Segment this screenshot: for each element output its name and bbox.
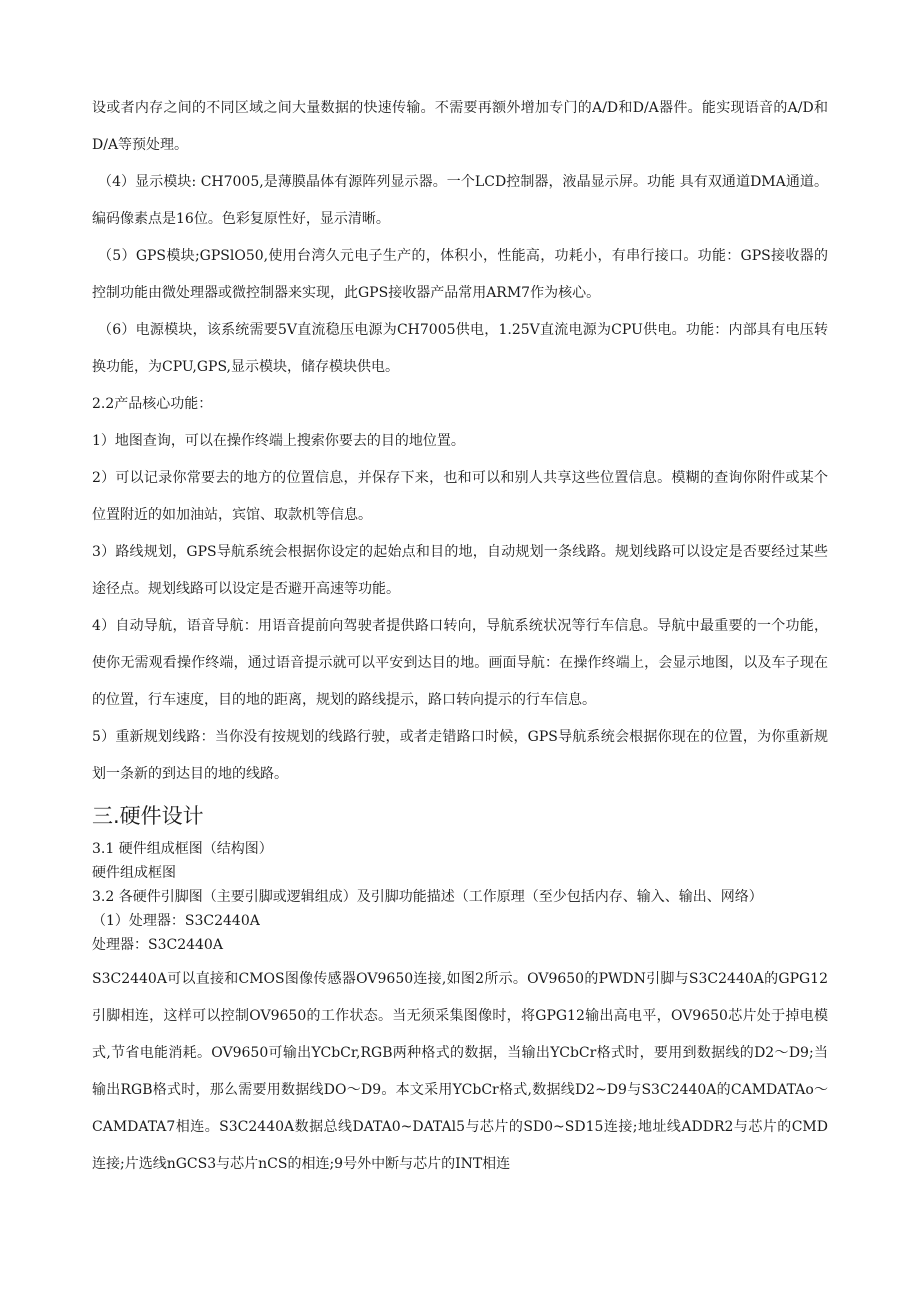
paragraph-gps-module: （5）GPS模块;GPSlO50,使用台湾久元电子生产的，体积小，性能高，功耗小，有串行接口。功能：GPS接收器的控制功能由微处理器或微控制器来实现，此GPS接收器产品常用ARM7作为核心。 [92, 248, 828, 301]
paragraph-intro: 设或者内存之间的不同区域之间大量数据的快速传输。不需要再额外增加专门的A/D和D/A器件。能实现语音的A/D和D/A等预处理。 [92, 100, 828, 153]
subsection-3-1-caption: 硬件组成框图 [92, 865, 176, 881]
subsection-processor-caption: 处理器：S3C2440A [92, 937, 223, 953]
paragraph-s3c2440a-description: S3C2440A可以直接和CMOS图像传感器OV9650连接,如图2所示。OV9650的PWDN引脚与S3C2440A的GPG12引脚相连，这样可以控制OV9650的工作状态。当无须采集图像时，将GPG12输出高电平，OV9650芯片处于掉电模式,节省电能消耗。OV9650可输出YCbCr,RGB两种格式的数据，当输出YCbCr格式时，要用到数据线的D2～D9;当输出RGB格式时，那么需要用数据线DO～D9。本文采用YCbCr格式,数据线D2~D9与S3C2440A的CAMDATAo～CAMDATA7相连。S3C2440A数据总线DATA0~DATAl5与芯片的SD0~SD15连接;地址线ADDR2与芯片的CMD连接;片选线nGCS3与芯片nCS的相连;9号外中断与芯片的INT相连 [92, 971, 828, 1172]
subsection-processor-item: （1）处理器：S3C2440A [92, 913, 260, 929]
document-page [92, 90, 828, 1183]
section-heading-hardware-design: 三.硬件设计 [92, 804, 204, 828]
paragraph-display-module: （4）显示模块: CH7005,是薄膜晶体有源阵列显示器。一个LCD控制器，液晶显示屏。功能 具有双通道DMA通道。编码像素点是16位。色彩复原性好，显示清晰。 [92, 174, 828, 227]
paragraph-function-route-planning: 3）路线规划，GPS导航系统会根据你设定的起始点和目的地，自动规划一条线路。规划线路可以设定是否要经过某些途径点。规划线路可以设定是否避开高速等功能。 [92, 544, 828, 597]
subsection-3-2-title: 3.2 各硬件引脚图（主要引脚或逻辑组成）及引脚功能描述（工作原理（至少包括内存、输入、输出、网络） [92, 889, 763, 905]
paragraph-core-functions-title: 2.2产品核心功能： [92, 396, 213, 412]
paragraph-function-replanning: 5）重新规划线路：当你没有按规划的线路行驶，或者走错路口时候，GPS导航系统会根据你现在的位置，为你重新规划一条新的到达目的地的线路。 [92, 729, 828, 782]
paragraph-power-module: （6）电源模块，该系统需要5V直流稳压电源为CH7005供电，1.25V直流电源为CPU供电。功能：内部具有电压转换功能，为CPU,GPS,显示模块，储存模块供电。 [92, 322, 828, 375]
subsection-3-1-title: 3.1 硬件组成框图（结构图） [92, 841, 273, 857]
paragraph-function-auto-navigation: 4）自动导航，语音导航：用语音提前向驾驶者提供路口转向，导航系统状况等行车信息。导航中最重要的一个功能，使你无需观看操作终端，通过语音提示就可以平安到达目的地。画面导航：在操作终端上，会显示地图，以及车子现在的位置，行车速度，目的地的距离，规划的路线提示，路口转向提示的行车信息。 [92, 618, 828, 708]
paragraph-function-location-record: 2）可以记录你常要去的地方的位置信息，并保存下来，也和可以和别人共享这些位置信息。模糊的查询你附件或某个位置附近的如加油站，宾馆、取款机等信息。 [92, 470, 828, 523]
paragraph-function-map-query: 1）地图查询，可以在操作终端上搜索你要去的目的地位置。 [92, 433, 465, 449]
